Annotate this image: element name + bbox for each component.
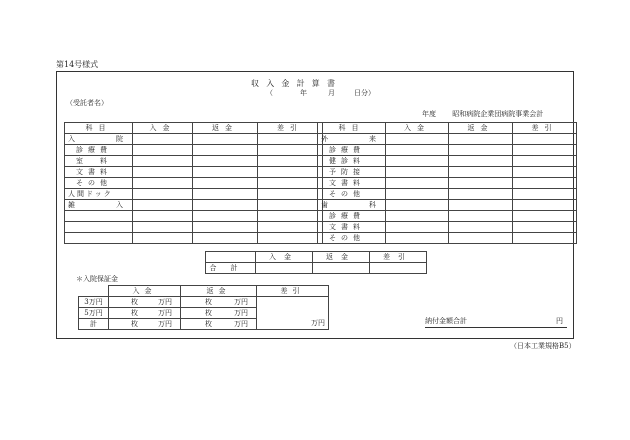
row-label: 外 来	[318, 134, 386, 145]
row-label: 室 料	[65, 156, 133, 167]
balance-cell[interactable]	[258, 134, 323, 145]
total-refund-cell[interactable]	[313, 263, 370, 274]
income-cell[interactable]	[386, 134, 449, 145]
deposit-refund-cell[interactable]	[181, 319, 257, 330]
table-row	[318, 178, 577, 189]
row-label: 文書料	[65, 167, 133, 178]
row-label: 文書料	[318, 222, 386, 233]
header-income: 入金	[133, 123, 193, 134]
refund-cell[interactable]	[449, 167, 513, 178]
table-row	[318, 167, 577, 178]
period-month: 月	[328, 89, 335, 97]
row-label: 文書料	[318, 178, 386, 189]
sheet-unit: 枚	[205, 297, 212, 306]
income-cell[interactable]	[133, 167, 193, 178]
total-label: 合計	[206, 263, 256, 274]
deposit-table	[78, 285, 329, 330]
yen-unit: 万円	[311, 319, 325, 328]
table-row	[318, 156, 577, 167]
refund-cell[interactable]	[449, 222, 513, 233]
total-row	[206, 263, 427, 274]
total-table	[205, 251, 427, 274]
table-row	[318, 211, 577, 222]
period-open: （	[266, 89, 273, 97]
deposit-corner	[79, 286, 109, 297]
sheet-unit: 枚	[131, 308, 138, 317]
main-header-right	[318, 123, 577, 134]
refund-cell[interactable]	[193, 156, 258, 167]
balance-cell[interactable]	[513, 178, 577, 189]
table-row	[318, 200, 577, 211]
fiscal-year-label: 年度	[422, 110, 436, 118]
row-label: その他	[318, 233, 386, 244]
income-cell[interactable]	[133, 178, 193, 189]
total-income-cell[interactable]	[256, 263, 313, 274]
income-cell[interactable]	[386, 211, 449, 222]
refund-cell[interactable]	[449, 134, 513, 145]
table-row	[65, 200, 323, 211]
row-label: 雑 入	[65, 200, 133, 211]
refund-cell[interactable]	[193, 167, 258, 178]
deposit-income-cell[interactable]	[109, 297, 181, 308]
refund-cell[interactable]	[193, 200, 258, 211]
fiscal-org-line	[422, 111, 543, 118]
income-cell[interactable]	[133, 211, 193, 222]
row-label: 診療費	[65, 145, 133, 156]
sheet-unit: 枚	[131, 319, 138, 328]
income-cell[interactable]	[386, 167, 449, 178]
main-table-right	[317, 122, 577, 244]
refund-cell[interactable]	[449, 233, 513, 244]
yen-unit: 万円	[234, 308, 248, 317]
total-header-balance: 差引	[370, 252, 427, 263]
payment-total-line[interactable]	[425, 327, 567, 328]
row-label	[65, 211, 133, 222]
form-number: 第14号様式	[56, 60, 99, 69]
deposit-row	[79, 297, 329, 308]
deposit-row	[79, 319, 329, 330]
deposit-refund-cell[interactable]	[181, 308, 257, 319]
balance-cell[interactable]	[513, 167, 577, 178]
refund-cell[interactable]	[449, 200, 513, 211]
table-row	[318, 134, 577, 145]
row-label: 人間ドック	[65, 189, 133, 200]
refund-cell[interactable]	[449, 178, 513, 189]
refund-cell[interactable]	[193, 222, 258, 233]
table-row	[318, 222, 577, 233]
income-cell[interactable]	[386, 222, 449, 233]
balance-cell[interactable]	[513, 134, 577, 145]
table-row	[318, 233, 577, 244]
income-cell[interactable]	[386, 178, 449, 189]
balance-cell[interactable]	[513, 222, 577, 233]
sheet-unit: 枚	[131, 297, 138, 306]
income-cell[interactable]	[133, 189, 193, 200]
income-cell[interactable]	[133, 200, 193, 211]
table-row	[65, 189, 323, 200]
table-row	[65, 156, 323, 167]
row-label: 歯 科	[318, 200, 386, 211]
deposit-row-label: 5万円	[79, 308, 109, 319]
row-label: 予防接	[318, 167, 386, 178]
balance-cell[interactable]	[513, 145, 577, 156]
income-cell[interactable]	[386, 145, 449, 156]
table-row	[65, 134, 323, 145]
period-day: 日分）	[354, 89, 375, 97]
header-refund: 返金	[193, 123, 258, 134]
header-item: 科目	[65, 123, 133, 134]
yen-unit: 万円	[234, 297, 248, 306]
header-refund: 返金	[449, 123, 513, 134]
income-cell[interactable]	[386, 233, 449, 244]
row-label: その他	[318, 189, 386, 200]
table-row	[65, 211, 323, 222]
balance-cell[interactable]	[258, 145, 323, 156]
period-year: 年	[300, 89, 307, 97]
total-header	[206, 252, 427, 263]
deposit-row-label: 3万円	[79, 297, 109, 308]
row-label: 入 院	[65, 134, 133, 145]
header-income: 入金	[386, 123, 449, 134]
balance-cell[interactable]	[258, 156, 323, 167]
header-balance: 差引	[513, 123, 577, 134]
deposit-balance-total-cell[interactable]	[257, 319, 329, 330]
income-cell[interactable]	[133, 222, 193, 233]
deposit-income-cell[interactable]	[109, 308, 181, 319]
table-row	[318, 189, 577, 200]
main-table-left	[64, 122, 323, 244]
balance-cell[interactable]	[258, 233, 323, 244]
refund-cell[interactable]	[193, 211, 258, 222]
paper-standard: （日本工業規格B5）	[510, 342, 576, 350]
recipient-label: （受託者名）	[66, 99, 108, 107]
balance-cell[interactable]	[258, 167, 323, 178]
row-label	[65, 233, 133, 244]
income-cell[interactable]	[133, 233, 193, 244]
balance-cell[interactable]	[513, 189, 577, 200]
sheet-unit: 枚	[205, 319, 212, 328]
deposit-header-income: 入金	[109, 286, 181, 297]
payment-total-label: 納付金額合計	[425, 317, 467, 325]
refund-cell[interactable]	[193, 178, 258, 189]
deposit-balance-cell[interactable]	[257, 308, 329, 319]
deposit-row	[79, 308, 329, 319]
balance-cell[interactable]	[258, 200, 323, 211]
deposit-income-cell[interactable]	[109, 319, 181, 330]
balance-cell[interactable]	[513, 211, 577, 222]
balance-cell[interactable]	[258, 222, 323, 233]
row-label	[65, 222, 133, 233]
header-balance: 差引	[258, 123, 323, 134]
table-row	[65, 222, 323, 233]
balance-cell[interactable]	[258, 178, 323, 189]
income-cell[interactable]	[386, 156, 449, 167]
payment-unit: 円	[556, 317, 563, 325]
document-title: 収入金計算書	[251, 79, 343, 88]
refund-cell[interactable]	[193, 189, 258, 200]
table-row	[65, 167, 323, 178]
row-label: 健診料	[318, 156, 386, 167]
deposit-refund-cell[interactable]	[181, 297, 257, 308]
deposit-balance-cell[interactable]	[257, 297, 329, 308]
refund-cell[interactable]	[449, 156, 513, 167]
balance-cell[interactable]	[513, 156, 577, 167]
balance-cell[interactable]	[258, 189, 323, 200]
refund-cell[interactable]	[449, 211, 513, 222]
deposit-header	[79, 286, 329, 297]
total-corner	[206, 252, 256, 263]
refund-cell[interactable]	[449, 145, 513, 156]
income-cell[interactable]	[386, 200, 449, 211]
refund-cell[interactable]	[449, 189, 513, 200]
total-header-income: 入金	[256, 252, 313, 263]
row-label: 診療費	[318, 211, 386, 222]
organization-name: 昭和病院企業団病院事業会計	[452, 110, 544, 118]
balance-cell[interactable]	[258, 211, 323, 222]
table-row	[65, 233, 323, 244]
total-header-refund: 返金	[313, 252, 370, 263]
refund-cell[interactable]	[193, 145, 258, 156]
row-label: その他	[65, 178, 133, 189]
deposit-header-balance: 差引	[257, 286, 329, 297]
deposit-row-label: 計	[79, 319, 109, 330]
balance-cell[interactable]	[513, 233, 577, 244]
balance-cell[interactable]	[513, 200, 577, 211]
income-cell[interactable]	[133, 145, 193, 156]
income-cell[interactable]	[133, 156, 193, 167]
deposit-header-refund: 返金	[181, 286, 257, 297]
yen-unit: 万円	[158, 319, 172, 328]
refund-cell[interactable]	[193, 134, 258, 145]
refund-cell[interactable]	[193, 233, 258, 244]
table-row	[318, 145, 577, 156]
yen-unit: 万円	[158, 308, 172, 317]
yen-unit: 万円	[158, 297, 172, 306]
table-row	[65, 145, 323, 156]
row-label: 診療費	[318, 145, 386, 156]
total-balance-cell[interactable]	[370, 263, 427, 274]
income-cell[interactable]	[133, 134, 193, 145]
main-header-left	[65, 123, 323, 134]
header-item: 科目	[318, 123, 386, 134]
income-cell[interactable]	[386, 189, 449, 200]
sheet-unit: 枚	[205, 308, 212, 317]
table-row	[65, 178, 323, 189]
yen-unit: 万円	[234, 319, 248, 328]
deposit-label: ＊入院保証金	[76, 275, 118, 283]
